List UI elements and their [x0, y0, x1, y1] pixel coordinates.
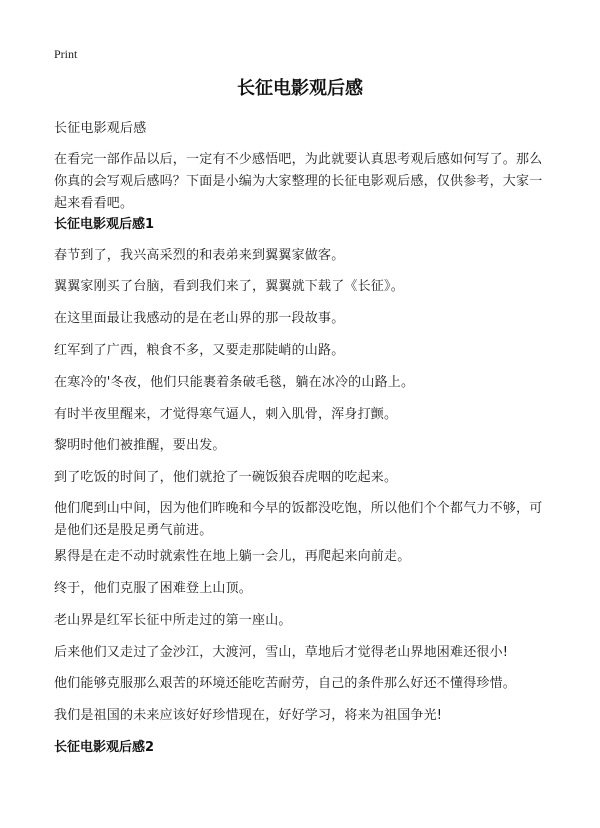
paragraph: 累得是在走不动时就索性在地上躺一会儿，再爬起来向前走。 [54, 549, 411, 564]
paragraph: 翼翼家刚买了台脑，看到我们来了，翼翼就下载了《长征》。 [54, 279, 404, 294]
paragraph: 有时半夜里醒来，才觉得寒气逼人，刺入肌骨，浑身打颤。 [54, 407, 398, 422]
paragraph: 老山界是红军长征中所走过的第一座山。 [54, 613, 292, 628]
paragraph: 黎明时他们被推醒，要出发。 [54, 438, 226, 453]
paragraph: 春节到了，我兴高采烈的和表弟来到翼翼家做客。 [54, 248, 345, 263]
paragraph: 红军到了广西，粮食不多，又要走那陡峭的山路。 [54, 343, 345, 358]
print-link[interactable]: Print [54, 47, 78, 61]
paragraph: 我们是祖国的未来应该好好珍惜现在，好好学习，将来为祖国争光! [54, 708, 443, 723]
section-heading-2: 长征电影观后感2 [54, 740, 155, 755]
document-subtitle: 长征电影观后感 [54, 121, 147, 136]
paragraph: 在这里面最让我感动的是在老山界的那一段故事。 [54, 311, 345, 326]
intro-paragraph: 在看完一部作品以后，一定有不少感悟吧，为此就要认真思考观后感如何写了。那么你真的会写观后感吗？下面是小编为大家整理的长征电影观后感，仅供参考，大家一起来看看吧。 [54, 152, 543, 211]
paragraph: 后来他们又走过了金沙江，大渡河，雪山，草地后才觉得老山界地困难还很小! [54, 645, 509, 660]
section-heading-1: 长征电影观后感1 [54, 217, 155, 232]
paragraph: 终于，他们克服了困难登上山顶。 [54, 581, 253, 596]
paragraph: 他们能够克服那么艰苦的环境还能吃苦耐劳，自己的条件那么好还不懂得珍惜。 [54, 676, 517, 691]
paragraph: 在寒冷的'冬夜，他们只能裹着条破毛毯，躺在冰冷的山路上。 [54, 375, 415, 390]
page-title: 长征电影观后感 [237, 78, 363, 99]
paragraph: 到了吃饭的时间了，他们就抢了一碗饭狼吞虎咽的吃起来。 [54, 470, 398, 485]
paragraph: 他们爬到山中间，因为他们昨晚和今早的饭都没吃饱，所以他们个个都气力不够，可是他们还是股足勇气前进。 [54, 501, 543, 538]
